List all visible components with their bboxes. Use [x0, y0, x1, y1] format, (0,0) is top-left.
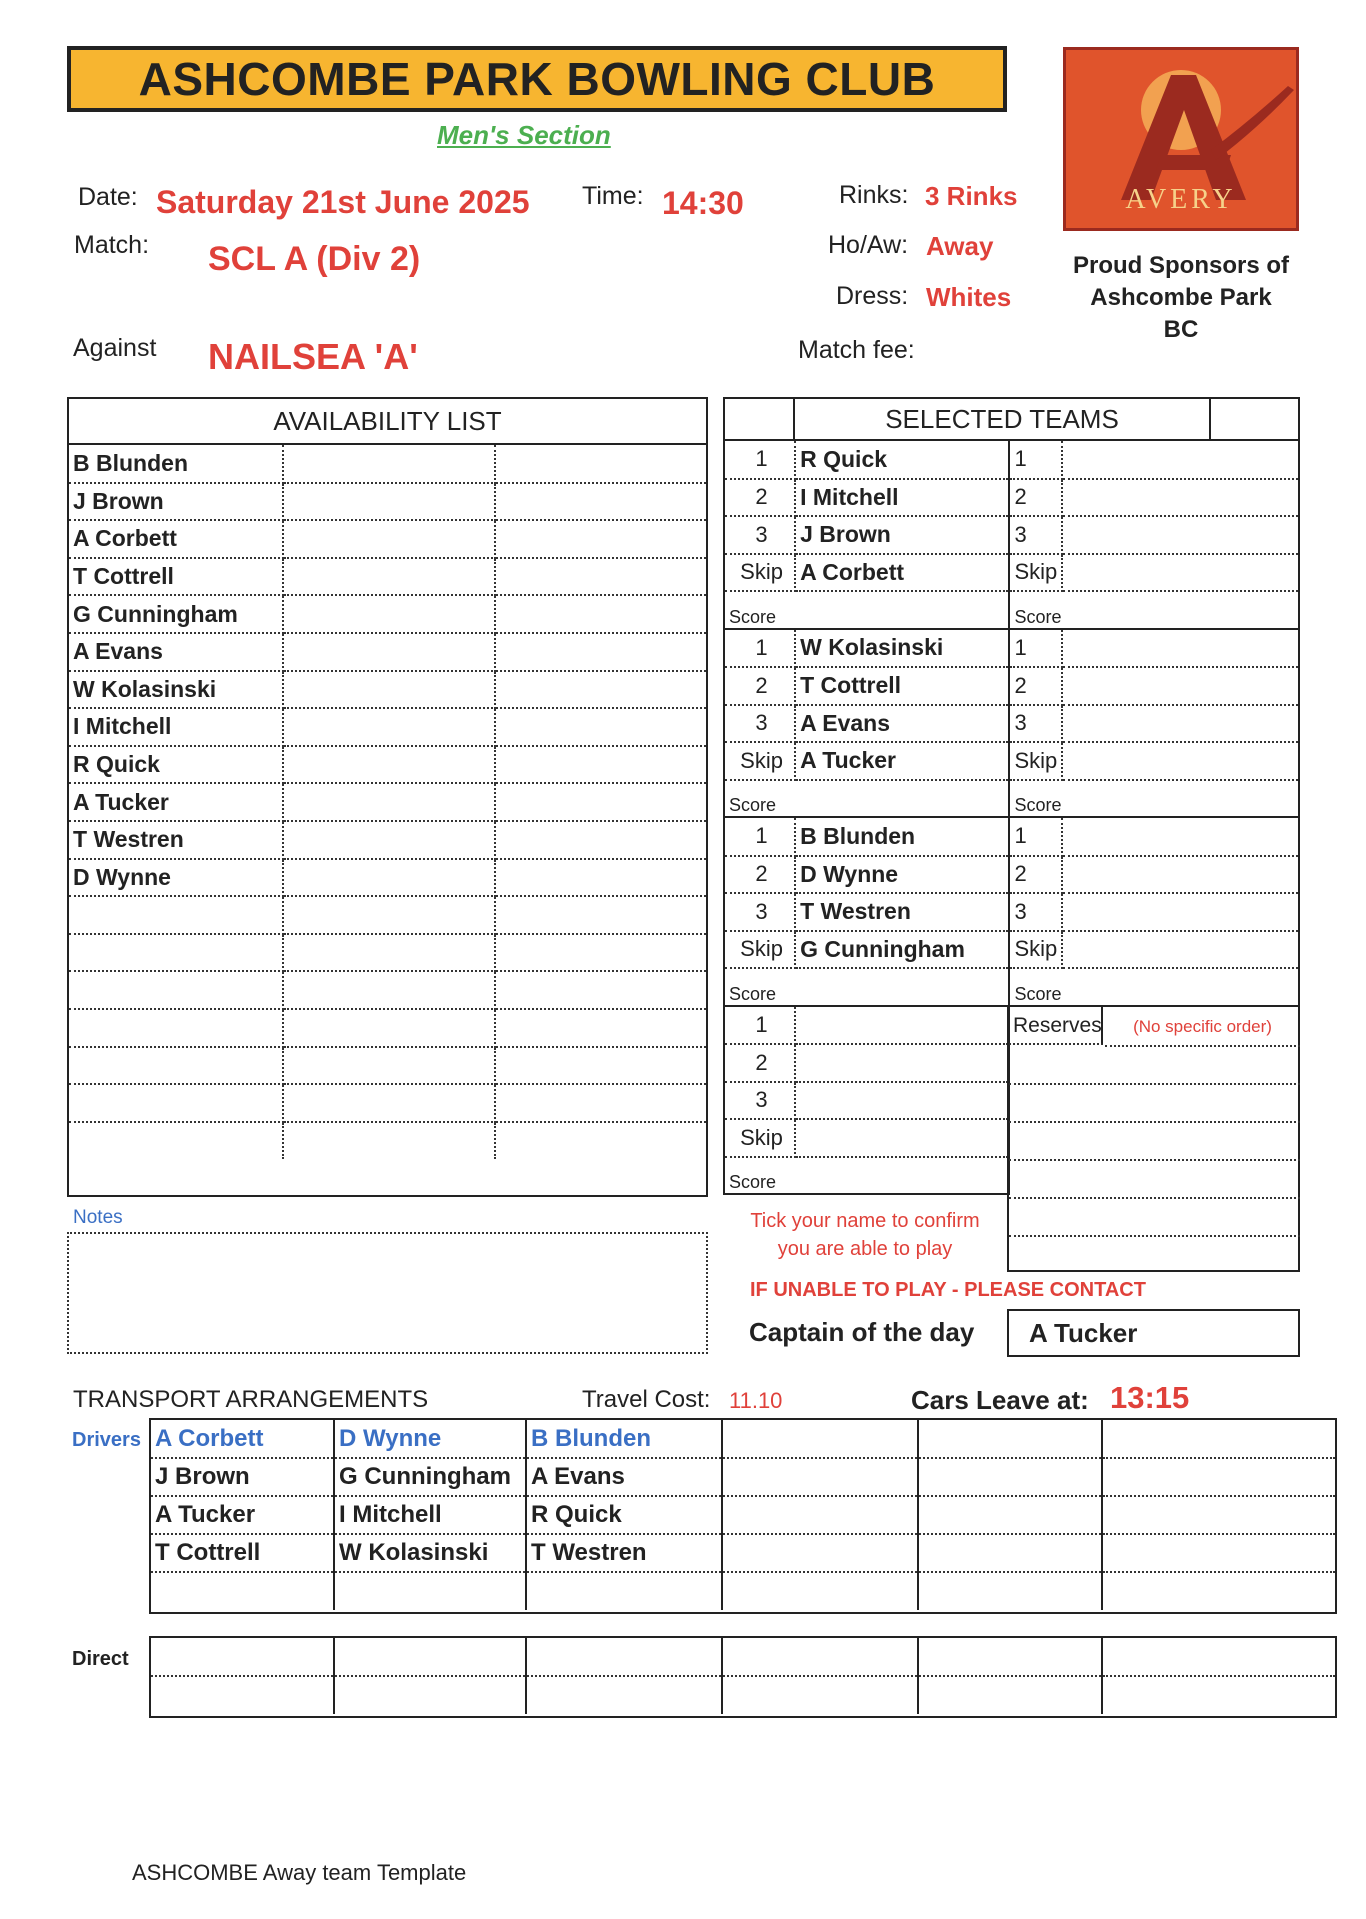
player-name[interactable]: B Blunden — [795, 818, 1009, 856]
availability-name[interactable]: T Westren — [69, 821, 283, 859]
availability-tick-cell[interactable] — [283, 483, 496, 521]
availability-name[interactable] — [69, 896, 283, 934]
opponent-position-label: 3 — [1009, 893, 1061, 931]
direct-cell[interactable] — [151, 1676, 334, 1714]
opponent-position-label: Skip — [1009, 742, 1061, 780]
rink-player-row — [725, 705, 1298, 743]
club-title-banner — [67, 46, 1007, 112]
direct-label: Direct — [72, 1648, 129, 1670]
direct-cell[interactable] — [334, 1638, 526, 1676]
opponent-name-cell[interactable] — [1062, 856, 1298, 894]
availability-tick-cell[interactable] — [283, 1122, 496, 1160]
availability-tick-cell[interactable] — [495, 483, 706, 521]
availability-row — [69, 1047, 706, 1085]
availability-name[interactable] — [69, 934, 283, 972]
availability-row — [69, 445, 706, 483]
opponent-position-label: Skip — [1009, 554, 1061, 592]
availability-tick-cell[interactable] — [495, 445, 706, 483]
opponent-position-label: 2 — [1009, 856, 1061, 894]
player-name[interactable]: T Cottrell — [795, 667, 1009, 705]
position-label: Skip — [725, 554, 795, 592]
passenger-cell[interactable] — [1102, 1458, 1335, 1496]
availability-row — [69, 783, 706, 821]
score-label: Score — [725, 968, 1009, 1006]
availability-row — [69, 558, 706, 596]
position-label: 3 — [725, 1082, 795, 1120]
availability-tick-cell[interactable] — [495, 1084, 706, 1122]
passenger-cell[interactable]: D Wynne — [334, 1420, 526, 1458]
section-title: Men's Section — [437, 120, 611, 150]
player-name[interactable] — [795, 1044, 1009, 1082]
reserves-box — [1007, 1007, 1300, 1272]
rink-player-row — [725, 441, 1298, 479]
position-label: 2 — [725, 1044, 795, 1082]
hoaw-value: Away — [926, 231, 994, 261]
opponent-position-label: 2 — [1009, 479, 1061, 517]
availability-name[interactable]: A Corbett — [69, 520, 283, 558]
opponent-name-cell[interactable] — [1062, 554, 1298, 592]
availability-tick-cell[interactable] — [283, 708, 496, 746]
position-label: 1 — [725, 818, 795, 856]
availability-tick-cell[interactable] — [283, 783, 496, 821]
selected-teams-header — [723, 397, 1300, 441]
direct-cell[interactable] — [526, 1638, 722, 1676]
direct-cell[interactable] — [1102, 1676, 1335, 1714]
passenger-cell[interactable] — [918, 1496, 1102, 1534]
transport-row — [151, 1420, 1335, 1458]
availability-tick-cell[interactable] — [495, 971, 706, 1009]
availability-tick-cell[interactable] — [283, 821, 496, 859]
availability-name[interactable]: B Blunden — [69, 445, 283, 483]
rinks-value: 3 Rinks — [925, 181, 1018, 211]
player-name[interactable]: A Tucker — [795, 742, 1009, 780]
rink-player-row — [725, 516, 1298, 554]
position-label: 1 — [725, 630, 795, 668]
opponent-position-label: 3 — [1009, 516, 1061, 554]
opponent-position-label: 2 — [1009, 667, 1061, 705]
tick-instruction — [723, 1207, 1007, 1263]
availability-table — [69, 445, 706, 1159]
availability-tick-cell[interactable] — [495, 1122, 706, 1160]
passenger-cell[interactable] — [918, 1458, 1102, 1496]
rink-player-row — [725, 893, 1298, 931]
rink-player-row — [725, 856, 1298, 894]
availability-tick-cell[interactable] — [283, 520, 496, 558]
availability-tick-cell[interactable] — [283, 1084, 496, 1122]
opponent-name-cell[interactable] — [1062, 705, 1298, 743]
position-label: 3 — [725, 705, 795, 743]
cars-leave-value: 13:15 — [1110, 1380, 1190, 1415]
availability-name[interactable]: R Quick — [69, 746, 283, 784]
opponent-name-cell[interactable] — [1062, 479, 1298, 517]
sponsor-line-3: BC — [1163, 316, 1199, 343]
transport-row — [151, 1534, 1335, 1572]
passenger-cell[interactable] — [722, 1572, 918, 1610]
availability-tick-cell[interactable] — [495, 934, 706, 972]
availability-row — [69, 821, 706, 859]
availability-row — [69, 1122, 706, 1160]
rink-table — [725, 630, 1298, 819]
selected-teams-title: SELECTED TEAMS — [885, 404, 1119, 434]
availability-name[interactable]: D Wynne — [69, 859, 283, 897]
availability-tick-cell[interactable] — [495, 746, 706, 784]
passenger-cell[interactable] — [722, 1496, 918, 1534]
player-name[interactable]: D Wynne — [795, 856, 1009, 894]
score-label: Score — [725, 1157, 1009, 1195]
opponent-name-cell[interactable] — [1062, 630, 1298, 668]
rink-score-row — [725, 591, 1298, 629]
rink-player-row — [725, 931, 1298, 969]
against-label: Against — [73, 334, 157, 362]
passenger-cell[interactable]: A Evans — [526, 1458, 722, 1496]
position-label: 1 — [725, 1007, 795, 1045]
availability-name[interactable]: J Brown — [69, 483, 283, 521]
passenger-cell[interactable] — [1102, 1572, 1335, 1610]
svg-text:AVERY: AVERY — [1125, 184, 1237, 215]
opponent-name-cell[interactable] — [1062, 818, 1298, 856]
availability-tick-cell[interactable] — [283, 633, 496, 671]
opponent-position-label: Skip — [1009, 931, 1061, 969]
availability-row — [69, 934, 706, 972]
availability-tick-cell[interactable] — [283, 595, 496, 633]
captain-value: A Tucker — [1007, 1309, 1300, 1357]
rink-player-row — [725, 818, 1298, 856]
hoaw-label: Ho/Aw: — [828, 231, 909, 259]
position-label: Skip — [725, 1119, 795, 1157]
passenger-cell[interactable] — [918, 1534, 1102, 1572]
player-name[interactable]: A Corbett — [795, 554, 1009, 592]
availability-row — [69, 859, 706, 897]
availability-tick-cell[interactable] — [495, 671, 706, 709]
passenger-cell[interactable]: T Westren — [526, 1534, 722, 1572]
availability-name[interactable] — [69, 1122, 283, 1160]
availability-name[interactable]: I Mitchell — [69, 708, 283, 746]
passenger-cell[interactable] — [1102, 1496, 1335, 1534]
score-label: Score — [725, 780, 1009, 818]
passenger-cell[interactable]: G Cunningham — [334, 1458, 526, 1496]
availability-row — [69, 1009, 706, 1047]
cars-leave-label: Cars Leave at: — [911, 1385, 1089, 1415]
position-label: 2 — [725, 479, 795, 517]
notes-label: Notes — [73, 1207, 123, 1228]
direct-cell[interactable] — [722, 1676, 918, 1714]
drivers-label: Drivers — [72, 1429, 141, 1451]
opponent-position-label: 1 — [1009, 818, 1061, 856]
unable-to-play-notice: IF UNABLE TO PLAY - PLEASE CONTACT — [750, 1279, 1146, 1301]
time-label: Time: — [582, 182, 644, 210]
availability-row — [69, 633, 706, 671]
match-fee-label: Match fee: — [798, 336, 915, 364]
date-label: Date: — [78, 183, 138, 211]
rink-table — [725, 818, 1298, 1007]
availability-tick-cell[interactable] — [495, 783, 706, 821]
time-value: 14:30 — [662, 185, 744, 221]
availability-row — [69, 746, 706, 784]
availability-row — [69, 595, 706, 633]
player-name[interactable]: T Westren — [795, 893, 1009, 931]
availability-tick-cell[interactable] — [283, 859, 496, 897]
availability-tick-cell[interactable] — [495, 1009, 706, 1047]
availability-tick-cell[interactable] — [283, 934, 496, 972]
template-footer: ASHCOMBE Away team Template — [132, 1860, 467, 1885]
availability-row — [69, 483, 706, 521]
availability-name[interactable] — [69, 971, 283, 1009]
availability-tick-cell[interactable] — [283, 558, 496, 596]
transport-row — [151, 1458, 1335, 1496]
passenger-cell[interactable]: R Quick — [526, 1496, 722, 1534]
opponent-name-cell[interactable] — [1062, 742, 1298, 780]
position-label: Skip — [725, 931, 795, 969]
sponsor-line-2: Ashcombe Park — [1090, 284, 1272, 311]
availability-tick-cell[interactable] — [283, 1009, 496, 1047]
sponsor-line-1: Proud Sponsors of — [1073, 252, 1289, 279]
availability-tick-cell[interactable] — [283, 971, 496, 1009]
position-label: 2 — [725, 856, 795, 894]
opponent-position-label: 1 — [1009, 630, 1061, 668]
passenger-cell[interactable] — [918, 1572, 1102, 1610]
rink-player-row — [725, 667, 1298, 705]
passenger-cell[interactable] — [1102, 1534, 1335, 1572]
passenger-cell[interactable] — [722, 1420, 918, 1458]
position-label: 3 — [725, 893, 795, 931]
opponent-name-cell[interactable] — [1062, 667, 1298, 705]
player-name[interactable]: G Cunningham — [795, 931, 1009, 969]
reserves-label: Reserves — [1009, 1007, 1103, 1045]
rink-table — [725, 441, 1298, 630]
against-value: NAILSEA 'A' — [208, 336, 418, 377]
tick-line-2: you are able to play — [777, 1238, 953, 1260]
passenger-cell[interactable]: B Blunden — [526, 1420, 722, 1458]
rink-score-row — [725, 780, 1298, 818]
availability-tick-cell[interactable] — [495, 558, 706, 596]
passenger-cell[interactable]: W Kolasinski — [334, 1534, 526, 1572]
availability-name[interactable]: W Kolasinski — [69, 671, 283, 709]
date-value: Saturday 21st June 2025 — [156, 184, 530, 220]
transport-row — [151, 1496, 1335, 1534]
match-label: Match: — [74, 231, 150, 259]
rink-player-row — [725, 554, 1298, 592]
opponent-name-cell[interactable] — [1062, 516, 1298, 554]
captain-label: Captain of the day — [749, 1317, 975, 1347]
rink-player-row — [725, 479, 1298, 517]
score-label: Score — [725, 591, 1009, 629]
opponent-name-cell[interactable] — [1062, 441, 1298, 479]
player-name[interactable] — [795, 1119, 1009, 1157]
availability-name[interactable] — [69, 1009, 283, 1047]
passenger-cell[interactable]: T Cottrell — [151, 1534, 334, 1572]
position-label: 2 — [725, 667, 795, 705]
direct-row — [151, 1638, 1335, 1676]
availability-name[interactable] — [69, 1047, 283, 1085]
availability-tick-cell[interactable] — [495, 520, 706, 558]
opponent-name-cell[interactable] — [1062, 931, 1298, 969]
sponsor-logo — [1063, 47, 1299, 231]
rink-player-row — [725, 742, 1298, 780]
availability-tick-cell[interactable] — [283, 746, 496, 784]
direct-cell[interactable] — [1102, 1638, 1335, 1676]
opponent-position-label: 3 — [1009, 705, 1061, 743]
availability-tick-cell[interactable] — [283, 896, 496, 934]
passenger-cell[interactable]: I Mitchell — [334, 1496, 526, 1534]
rinks-label: Rinks: — [839, 181, 909, 209]
transport-table — [151, 1420, 1335, 1610]
passenger-cell[interactable] — [722, 1534, 918, 1572]
opponent-score-label: Score — [1009, 591, 1298, 629]
availability-tick-cell[interactable] — [283, 1047, 496, 1085]
availability-name[interactable]: A Evans — [69, 633, 283, 671]
passenger-cell[interactable]: A Corbett — [151, 1420, 334, 1458]
passenger-cell[interactable]: J Brown — [151, 1458, 334, 1496]
passenger-cell[interactable] — [334, 1572, 526, 1610]
match-value: SCL A (Div 2) — [208, 240, 421, 278]
player-name[interactable]: W Kolasinski — [795, 630, 1009, 668]
availability-tick-cell[interactable] — [495, 821, 706, 859]
availability-name[interactable]: A Tucker — [69, 783, 283, 821]
direct-cell[interactable] — [151, 1638, 334, 1676]
travel-cost-value: 11.10 — [729, 1388, 783, 1413]
position-label: 1 — [725, 441, 795, 479]
player-name[interactable]: J Brown — [795, 516, 1009, 554]
club-name: ASHCOMBE PARK BOWLING CLUB — [138, 53, 936, 105]
position-label: 3 — [725, 516, 795, 554]
availability-row — [69, 671, 706, 709]
availability-row — [69, 708, 706, 746]
passenger-cell[interactable] — [722, 1458, 918, 1496]
availability-title: AVAILABILITY LIST — [69, 399, 706, 445]
dress-value: Whites — [926, 282, 1012, 312]
transport-row — [151, 1572, 1335, 1610]
passenger-cell[interactable] — [151, 1572, 334, 1610]
availability-tick-cell[interactable] — [495, 896, 706, 934]
notes-box[interactable] — [67, 1232, 708, 1354]
direct-cell[interactable] — [918, 1638, 1102, 1676]
availability-row — [69, 520, 706, 558]
player-name[interactable]: R Quick — [795, 441, 1009, 479]
player-name[interactable] — [795, 1082, 1009, 1120]
passenger-cell[interactable] — [918, 1420, 1102, 1458]
availability-name[interactable]: T Cottrell — [69, 558, 283, 596]
passenger-cell[interactable] — [526, 1572, 722, 1610]
opponent-position-label: 1 — [1009, 441, 1061, 479]
opponent-score-label: Score — [1009, 968, 1298, 1006]
availability-row — [69, 896, 706, 934]
availability-tick-cell[interactable] — [495, 633, 706, 671]
sponsor-text — [1050, 250, 1312, 346]
transport-title: TRANSPORT ARRANGEMENTS — [73, 1386, 429, 1413]
availability-tick-cell[interactable] — [495, 708, 706, 746]
direct-cell[interactable] — [918, 1676, 1102, 1714]
availability-row — [69, 971, 706, 1009]
direct-row — [151, 1676, 1335, 1714]
passenger-cell[interactable]: A Tucker — [151, 1496, 334, 1534]
player-name[interactable]: A Evans — [795, 705, 1009, 743]
direct-table-box — [149, 1636, 1337, 1718]
availability-row — [69, 1084, 706, 1122]
availability-tick-cell[interactable] — [495, 859, 706, 897]
availability-tick-cell[interactable] — [283, 671, 496, 709]
direct-cell[interactable] — [526, 1676, 722, 1714]
availability-tick-cell[interactable] — [495, 595, 706, 633]
direct-cell[interactable] — [722, 1638, 918, 1676]
availability-name[interactable] — [69, 1084, 283, 1122]
player-name[interactable]: I Mitchell — [795, 479, 1009, 517]
rink-score-row — [725, 968, 1298, 1006]
availability-tick-cell[interactable] — [283, 445, 496, 483]
availability-tick-cell[interactable] — [495, 1047, 706, 1085]
availability-name[interactable]: G Cunningham — [69, 595, 283, 633]
position-label: Skip — [725, 742, 795, 780]
player-name[interactable] — [795, 1007, 1009, 1045]
passenger-cell[interactable] — [1102, 1420, 1335, 1458]
opponent-name-cell[interactable] — [1062, 893, 1298, 931]
transport-table-box — [149, 1418, 1337, 1614]
dress-label: Dress: — [836, 282, 909, 310]
direct-table — [151, 1638, 1335, 1714]
rink-player-row — [725, 630, 1298, 668]
reserves-note: (No specific order) — [1105, 1007, 1300, 1047]
tick-line-1: Tick your name to confirm — [750, 1210, 980, 1232]
opponent-score-label: Score — [1009, 780, 1298, 818]
availability-list — [67, 397, 708, 1197]
avery-logo-icon — [1066, 50, 1296, 228]
direct-cell[interactable] — [334, 1676, 526, 1714]
travel-cost-label: Travel Cost: — [582, 1386, 711, 1413]
